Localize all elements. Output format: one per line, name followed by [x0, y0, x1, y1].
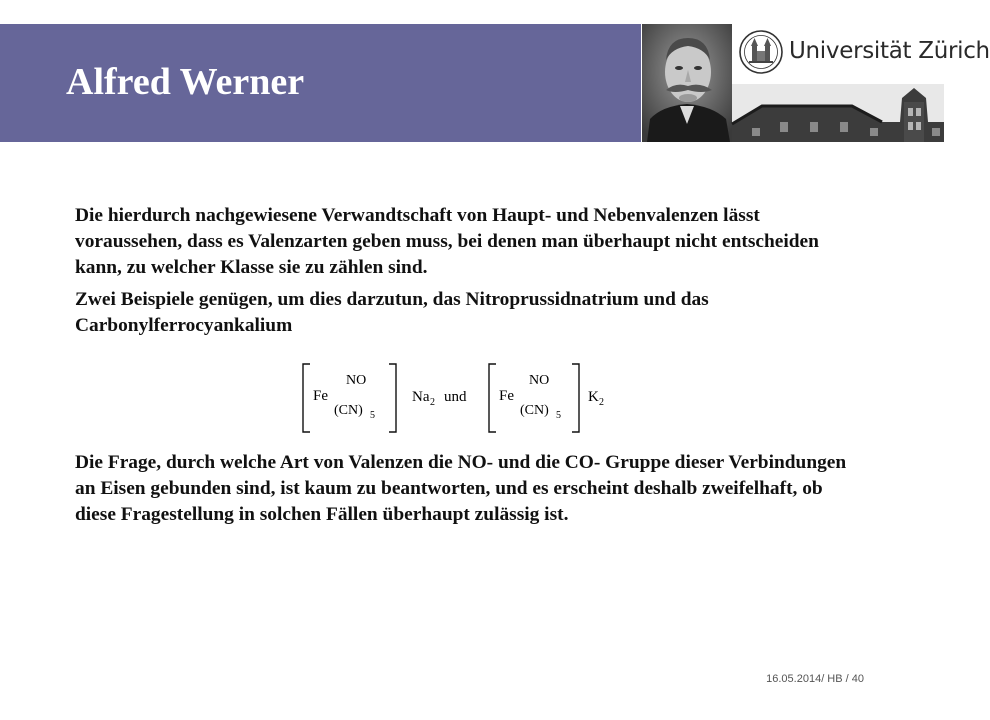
right-counter-sub: 2 — [599, 397, 604, 408]
right-lower-sub: 5 — [556, 410, 561, 421]
left-lower-ligand: (CN) — [334, 403, 363, 418]
right-counter-ion: K — [588, 389, 599, 405]
portrait-photo — [642, 24, 732, 142]
university-seal-icon — [738, 29, 784, 75]
body-text — [75, 203, 865, 339]
paragraph-2: Zwei Beispiele genügen, um dies darzutun, das Nitroprussidnatrium und das Carbonylferrocyankalium — [75, 289, 709, 336]
paragraph-3: Die Frage, durch welche Art von Valenzen die NO- und die CO- Gruppe dieser Verbindungen an Eisen gebunden sind, ist kaum zu beantworten, und es erscheint deshalb zweifelhaft, ob diese Fragestellung in solchen Fällen überhaupt zulässig ist. — [75, 452, 847, 525]
right-upper-ligand: NO — [529, 373, 550, 388]
left-counter-sub: 2 — [430, 397, 435, 408]
right-bracket-open — [489, 364, 496, 432]
paragraph-1: Die hierdurch nachgewiesene Verwandtschaft von Haupt- und Nebenvalenzen lässt voraussehen, dass es Valenzarten geben muss, bei denen man überhaupt nicht entscheiden kann, zu welcher Klasse sie zu zählen sind. — [75, 205, 819, 278]
right-metal: Fe — [499, 388, 514, 404]
slide-title: Alfred Werner — [66, 61, 305, 103]
left-metal: Fe — [313, 388, 328, 404]
footer-date-page: 16.05.2014/ HB / 40 — [766, 673, 864, 685]
chemical-formula — [300, 362, 620, 434]
formula-connector: und — [444, 389, 467, 405]
right-lower-ligand: (CN) — [520, 403, 549, 418]
left-upper-ligand: NO — [346, 373, 367, 388]
left-bracket-close — [389, 364, 396, 432]
left-counter-ion: Na — [412, 389, 430, 405]
left-lower-sub: 5 — [370, 410, 375, 421]
right-bracket-close — [572, 364, 579, 432]
building-photo — [732, 84, 944, 142]
left-bracket-open — [303, 364, 310, 432]
university-name: Universität Zürich — [789, 38, 990, 64]
university-logo — [734, 24, 990, 80]
